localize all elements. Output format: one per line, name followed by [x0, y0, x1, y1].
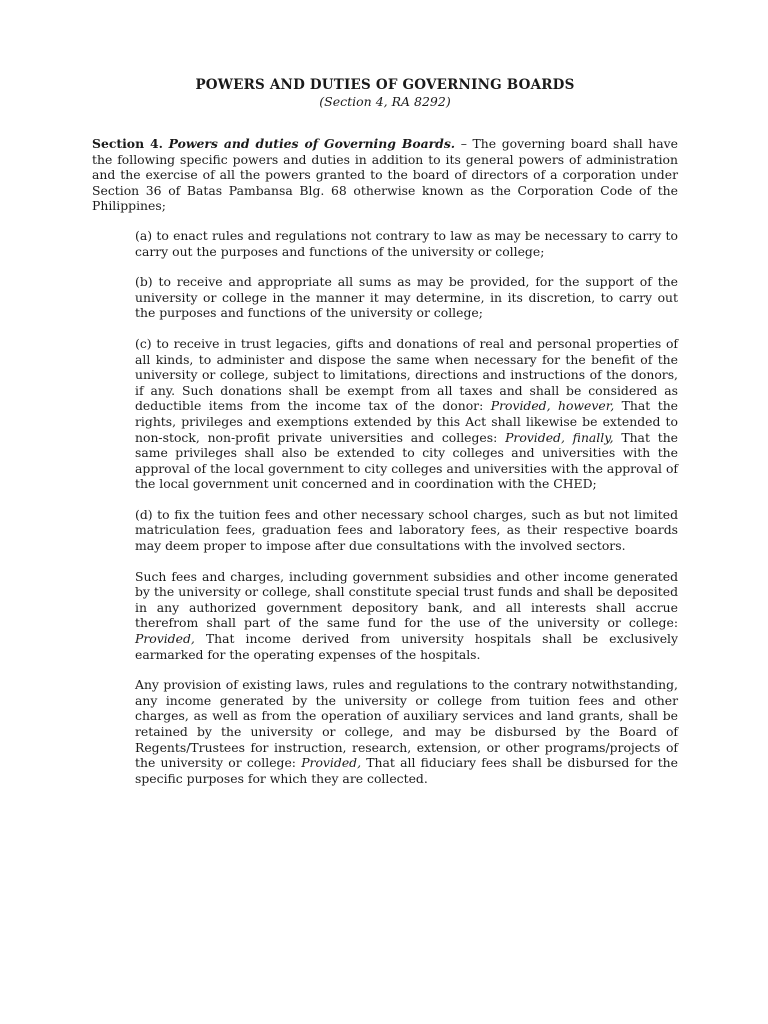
item-d: (d) to fix the tuition fees and other necessary school charges, such as but not limited matriculation fees, graduation fees and laboratory fees, as their respective boards may deem proper to impose after due consultations with the involved sectors. — [135, 506, 678, 554]
item-a: (a) to enact rules and regulations not contrary to law as may be necessary to carry to carry out the purposes and functions of the university or college; — [135, 227, 678, 259]
paragraph-income-text-2: That all fiduciary fees shall be disbursed for the specific purposes for which they are collected. — [135, 755, 678, 786]
item-c-text-2: That the rights, privileges and exemptions extended by this Act shall likewise be extended to non-stock, non-profit private universities and colleges: — [135, 398, 679, 445]
item-c-text-1: (c) to receive in trust legacies, gifts and donations of real and personal properties of all kinds, to administer and dispose the same when necessary for the benefit of the university or college, subject to limitations, directions and instructions of the donors, if any. Such donations shall be exempt from all taxes and shall be considered as deductible items from the income tax of the donor: — [135, 335, 678, 414]
paragraph-fees-text-1: Such fees and charges, including government subsidies and other income generated by the university or college, shall constitute special trust funds and shall be deposited in any authorized government depository bank, and all interests shall accrue therefrom shall part of the same fund for the use of the university or college: — [135, 568, 678, 631]
item-c-proviso-2: Provided, finally, — [505, 429, 614, 445]
paragraph-fees-text-2: That income derived from university hospitals shall be exclusively earmarked for the operating expenses of the hospitals. — [135, 631, 678, 662]
paragraph-income-text-1: Any provision of existing laws, rules and regulations to the contrary notwithstanding, any income generated by the university or college from tuition fees and other charges, as well as from the operation of auxiliary services and land grants, shall be retained by the university or college, and may be disbursed by the Board of Regents/Trustees for instruction, research, extension, or other programs/projects of the university or college: — [135, 677, 678, 771]
paragraph-fees-proviso: Provided, — [135, 631, 195, 647]
paragraph-income-proviso: Provided, — [301, 755, 362, 771]
item-c — [135, 336, 678, 492]
section-intro — [92, 136, 678, 214]
page-subtitle: (Section 4, RA 8292) — [319, 94, 451, 109]
item-c-text-3: That the same privileges shall also be extended to city colleges and universities with the approval of the local government to city colleges and universities with the approval of the local government unit concerned and in coordination with the CHED; — [135, 429, 679, 492]
section-intro-text: – The governing board shall have the following specific powers and duties in addition to its general powers of administration and the exercise of all the powers granted to the board of directors of a corporation under Section 36 of Batas Pambansa Blg. 68 otherwise known as the Corporation Code of the Philippines; — [92, 136, 678, 214]
item-b: (b) to receive and appropriate all sums as may be provided, for the support of the university or college in the manner it may determine, in its discretion, to carry out the purposes and functions of the university or college; — [135, 274, 678, 321]
page-title: POWERS AND DUTIES OF GOVERNING BOARDS — [195, 77, 575, 93]
section-label: Section 4. — [92, 136, 163, 151]
paragraph-income — [135, 677, 678, 786]
section-heading: Powers and duties of Governing Boards. — [168, 136, 456, 151]
paragraph-fees — [135, 569, 678, 663]
item-c-proviso-1: Provided, however, — [490, 398, 615, 414]
